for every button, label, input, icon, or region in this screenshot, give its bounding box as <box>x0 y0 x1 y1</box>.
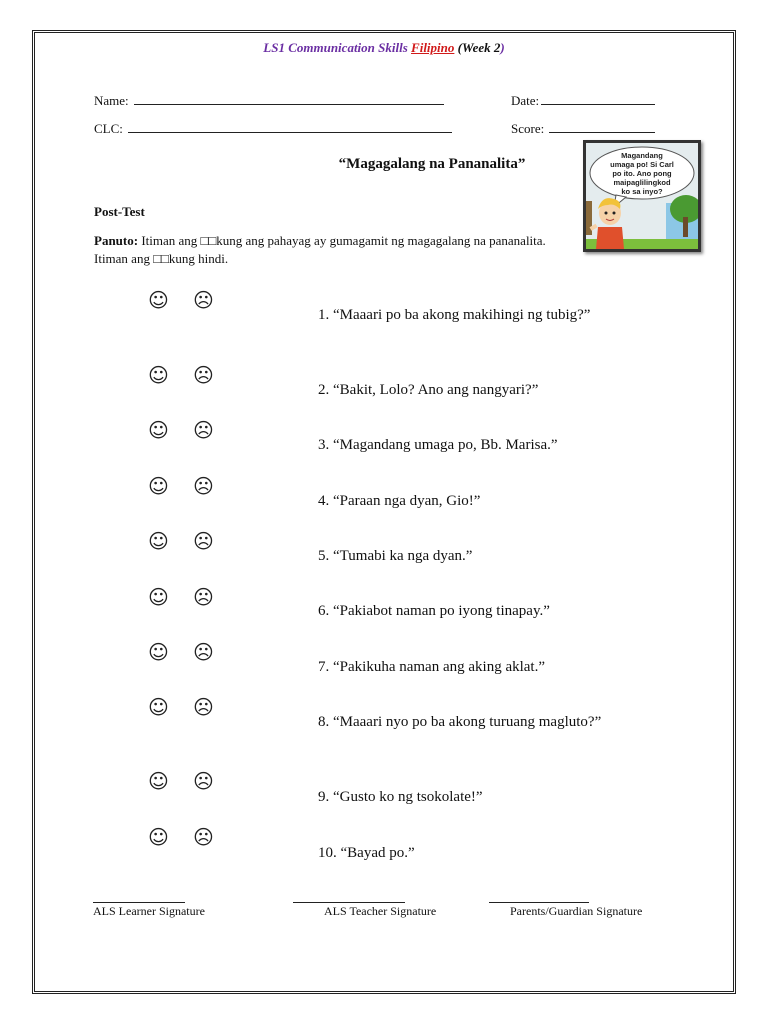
sad-face-icon[interactable]: ☹ <box>193 529 214 553</box>
test-item-10: 10. “Bayad po.” <box>318 845 415 861</box>
date-label: Date: <box>511 93 540 108</box>
teacher-signature-label: ALS Teacher Signature <box>324 904 437 918</box>
happy-face-icon[interactable]: ☺ <box>148 825 169 849</box>
parent-signature-line[interactable] <box>489 902 589 903</box>
happy-face-icon[interactable]: ☺ <box>148 529 169 553</box>
name-label: Name: <box>94 93 129 108</box>
test-item-7: 7. “Pakikuha naman ang aking aklat.” <box>318 659 546 675</box>
post-test-label: Post-Test <box>94 204 145 219</box>
speech-line-4: maipaglilingkod <box>613 178 671 187</box>
header-close: ) <box>500 40 505 55</box>
happy-face-icon[interactable]: ☺ <box>148 474 169 498</box>
header-week: (Week 2 <box>454 40 501 55</box>
date-field[interactable] <box>511 92 655 109</box>
header-subject: Filipino <box>411 40 455 55</box>
clc-blank[interactable] <box>128 120 452 133</box>
speech-line-5: ko sa inyo? <box>621 187 663 196</box>
sad-face-icon[interactable]: ☹ <box>193 363 214 387</box>
instructions-line-2: Itiman ang □□kung hindi. <box>94 251 229 266</box>
boy-speech-illustration <box>583 140 701 252</box>
learner-signature-label: ALS Learner Signature <box>93 904 205 918</box>
sad-face-icon[interactable]: ☹ <box>193 695 214 719</box>
instructions-text-1: Itiman ang □□kung ang pahayag ay gumagamit ng magagalang na pananalita. <box>138 233 546 248</box>
name-blank[interactable] <box>134 92 444 105</box>
worksheet-title: “Magagalang na Pananalita” <box>338 156 526 172</box>
sad-face-icon[interactable]: ☹ <box>193 288 214 312</box>
score-blank[interactable] <box>549 120 655 133</box>
speech-line-2: umaga po! Si Carl <box>610 160 674 169</box>
happy-face-icon[interactable]: ☺ <box>148 418 169 442</box>
test-item-1: 1. “Maaari po ba akong makihingi ng tubig?” <box>318 307 591 323</box>
instructions-line-1 <box>94 232 586 250</box>
happy-face-icon[interactable]: ☺ <box>148 288 169 312</box>
test-item-8: 8. “Maaari nyo po ba akong turuang magluto?” <box>318 714 602 730</box>
happy-face-icon[interactable]: ☺ <box>148 363 169 387</box>
illustration-graphic <box>586 143 698 249</box>
sad-face-icon[interactable]: ☹ <box>193 825 214 849</box>
test-item-9: 9. “Gusto ko ng tsokolate!” <box>318 789 483 805</box>
parent-signature-label: Parents/Guardian Signature <box>510 904 643 918</box>
sad-face-icon[interactable]: ☹ <box>193 418 214 442</box>
happy-face-icon[interactable]: ☺ <box>148 769 169 793</box>
clc-label: CLC: <box>94 121 123 136</box>
score-field[interactable] <box>511 120 655 137</box>
sad-face-icon[interactable]: ☹ <box>193 585 214 609</box>
header-prefix: LS1 Communication Skills <box>263 40 412 55</box>
date-blank[interactable] <box>541 92 655 105</box>
test-item-6: 6. “Pakiabot naman po iyong tinapay.” <box>318 603 550 619</box>
happy-face-icon[interactable]: ☺ <box>148 640 169 664</box>
happy-face-icon[interactable]: ☺ <box>148 695 169 719</box>
speech-line-3: po ito. Ano pong <box>612 169 672 178</box>
speech-line-1: Magandang <box>621 151 663 160</box>
instructions-lead: Panuto: <box>94 233 139 248</box>
teacher-signature-line[interactable] <box>293 902 405 903</box>
learner-signature-line[interactable] <box>93 902 185 903</box>
sad-face-icon[interactable]: ☹ <box>193 769 214 793</box>
test-item-4: 4. “Paraan nga dyan, Gio!” <box>318 493 481 509</box>
test-item-2: 2. “Bakit, Lolo? Ano ang nangyari?” <box>318 382 539 398</box>
happy-face-icon[interactable]: ☺ <box>148 585 169 609</box>
clc-field[interactable] <box>94 120 452 137</box>
test-item-5: 5. “Tumabi ka nga dyan.” <box>318 548 473 564</box>
test-item-3: 3. “Magandang umaga po, Bb. Marisa.” <box>318 437 558 453</box>
sad-face-icon[interactable]: ☹ <box>193 474 214 498</box>
sad-face-icon[interactable]: ☹ <box>193 640 214 664</box>
score-label: Score: <box>511 121 545 136</box>
name-field[interactable] <box>94 92 444 109</box>
instructions <box>94 232 586 268</box>
worksheet-header <box>0 40 768 56</box>
